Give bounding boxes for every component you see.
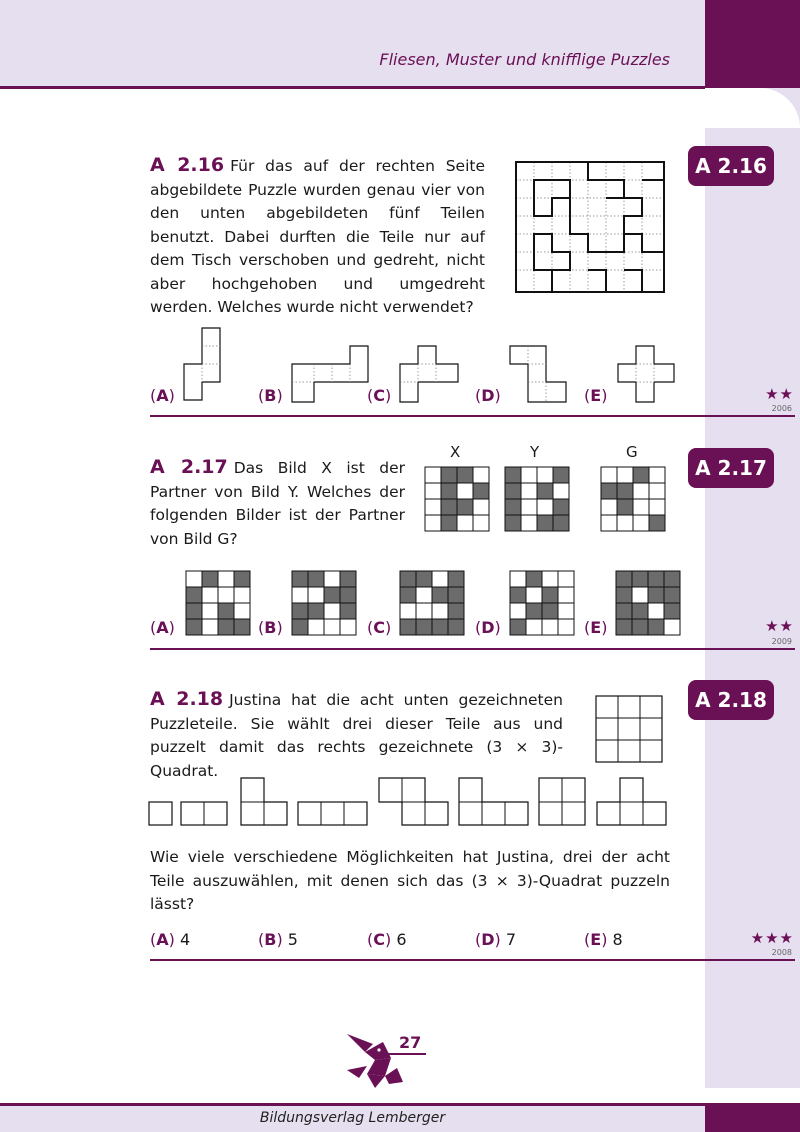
grid-cell xyxy=(505,515,521,531)
grid-cell xyxy=(473,467,489,483)
grid-cell xyxy=(648,587,664,603)
grid-cell xyxy=(664,619,680,635)
grid-cell xyxy=(616,619,632,635)
grid-cell xyxy=(416,571,432,587)
grid-cell xyxy=(617,515,633,531)
option-c[interactable]: (C) 6 xyxy=(367,930,407,949)
top-band xyxy=(0,0,705,86)
grid-cell xyxy=(558,571,574,587)
grid-cell xyxy=(340,619,356,635)
grid-cell xyxy=(432,587,448,603)
option-c[interactable]: (C) xyxy=(367,386,392,405)
answer-grid-e xyxy=(615,570,681,636)
task-body: Das Bild X ist der Partner von Bild Y. Welches der folgenden Bilder ist der Partner von Bild G? xyxy=(150,459,405,548)
option-b[interactable]: (B) xyxy=(258,386,283,405)
option-a[interactable]: (A) xyxy=(150,386,175,405)
option-value: 6 xyxy=(396,930,407,949)
grid-cell xyxy=(510,603,526,619)
task-text-a217 xyxy=(150,456,405,551)
task-body: Justina hat die acht unten gezeichneten Puzzleteile. Sie wählt drei dieser Teile aus und puzzelt damit das rechts gezeichnete (3 × 3)-Quadrat. xyxy=(150,691,563,780)
grid-cell xyxy=(633,467,649,483)
grid-cell xyxy=(648,571,664,587)
grid-cell xyxy=(617,467,633,483)
grid-cell xyxy=(542,587,558,603)
grid-cell xyxy=(441,483,457,499)
grid-cell xyxy=(510,571,526,587)
grid-cell xyxy=(425,515,441,531)
grid-cell xyxy=(202,571,218,587)
grid-cell xyxy=(601,467,617,483)
grid-cell xyxy=(400,603,416,619)
grid-cell xyxy=(617,499,633,515)
question-a218: Wie viele verschiedene Möglichkeiten hat Justina, drei der acht Teile auszuwählen, mit denen sich das (3 × 3)-Quadrat puzzeln lässt? xyxy=(150,848,670,913)
grid-cell xyxy=(234,587,250,603)
year-label: 2009 xyxy=(771,637,792,646)
grid-cell xyxy=(416,603,432,619)
grid-cell xyxy=(218,587,234,603)
task-number: A 2.16 xyxy=(150,154,225,176)
grid-cell xyxy=(537,515,553,531)
option-a[interactable]: (A) xyxy=(150,618,175,637)
grid-cell xyxy=(448,571,464,587)
grid-cell xyxy=(292,603,308,619)
grid-cell xyxy=(664,587,680,603)
task-tab-a218: A 2.18 xyxy=(688,680,774,720)
grid-cell xyxy=(521,467,537,483)
grid-cell xyxy=(186,587,202,603)
grid-cell xyxy=(633,515,649,531)
puzzle-figure xyxy=(512,158,668,298)
year-label: 2006 xyxy=(771,404,792,413)
grid-cell xyxy=(202,603,218,619)
grid-cell xyxy=(632,587,648,603)
grid-cell xyxy=(448,587,464,603)
grid-cell xyxy=(537,499,553,515)
grid-cell xyxy=(400,619,416,635)
grid-cell xyxy=(308,587,324,603)
puzzle-pieces-row xyxy=(148,776,670,828)
option-b[interactable]: (B) xyxy=(258,618,283,637)
option-d[interactable]: (D) xyxy=(475,618,501,637)
option-e[interactable]: (E) xyxy=(584,618,608,637)
grid-cell xyxy=(432,619,448,635)
grid-cell xyxy=(457,499,473,515)
grid-cell xyxy=(416,587,432,603)
grid-cell xyxy=(521,499,537,515)
publisher-name: Bildungsverlag Lemberger xyxy=(259,1110,446,1126)
grid-cell xyxy=(340,571,356,587)
option-e[interactable]: (E) 8 xyxy=(584,930,623,949)
grid-label-g: G xyxy=(626,443,638,461)
grid-cell xyxy=(448,619,464,635)
grid-cell xyxy=(400,571,416,587)
grid-cell xyxy=(553,483,569,499)
grid-cell xyxy=(505,467,521,483)
grid-cell xyxy=(324,619,340,635)
difficulty-stars: ★★ xyxy=(765,617,794,635)
grid-cell xyxy=(186,603,202,619)
top-rule xyxy=(0,86,705,89)
grid-cell xyxy=(537,483,553,499)
grid-cell xyxy=(457,483,473,499)
separator xyxy=(150,415,795,417)
grid-cell xyxy=(308,603,324,619)
answer-grid-c xyxy=(399,570,465,636)
option-value: 4 xyxy=(179,930,191,949)
grid-cell xyxy=(649,515,665,531)
option-value: 5 xyxy=(287,930,298,949)
task-text-a216 xyxy=(150,154,485,320)
grid-cell xyxy=(473,483,489,499)
grid-cell xyxy=(218,571,234,587)
grid-cell xyxy=(292,619,308,635)
option-value: 8 xyxy=(612,930,623,949)
grid-cell xyxy=(292,571,308,587)
grid-cell xyxy=(601,515,617,531)
grid-y xyxy=(504,466,570,532)
grid-cell xyxy=(526,587,542,603)
grid-cell xyxy=(542,603,558,619)
grid-cell xyxy=(457,467,473,483)
grid-cell xyxy=(553,467,569,483)
grid-cell xyxy=(632,571,648,587)
grid-label-y: Y xyxy=(530,443,540,461)
grid-cell xyxy=(617,483,633,499)
task-text-a218 xyxy=(150,688,563,783)
corner-block-bottom xyxy=(705,1103,800,1132)
grid-cell xyxy=(416,619,432,635)
grid-cell xyxy=(186,619,202,635)
grid-cell xyxy=(649,483,665,499)
grid-cell xyxy=(633,499,649,515)
grid-cell xyxy=(340,587,356,603)
option-value: 7 xyxy=(505,930,517,949)
grid-cell xyxy=(542,571,558,587)
grid-cell xyxy=(510,587,526,603)
grid-cell xyxy=(521,483,537,499)
grid-cell xyxy=(340,603,356,619)
grid-cell xyxy=(601,483,617,499)
grid-g xyxy=(600,466,666,532)
grid-cell xyxy=(632,619,648,635)
grid-cell xyxy=(616,603,632,619)
grid-cell xyxy=(186,571,202,587)
grid-cell xyxy=(292,587,308,603)
separator xyxy=(150,959,795,961)
grid-cell xyxy=(441,499,457,515)
grid-cell xyxy=(425,499,441,515)
grid-cell xyxy=(633,483,649,499)
grid-cell xyxy=(457,515,473,531)
grid-cell xyxy=(441,467,457,483)
answer-grid-b xyxy=(291,570,357,636)
answer-grid-a xyxy=(185,570,251,636)
grid-cell xyxy=(324,571,340,587)
piece-c xyxy=(396,344,462,406)
grid-cell xyxy=(537,467,553,483)
grid-cell xyxy=(601,499,617,515)
grid-cell xyxy=(308,619,324,635)
grid-cell xyxy=(649,467,665,483)
piece-a xyxy=(180,326,228,406)
task-number: A 2.18 xyxy=(150,688,224,710)
grid-cell xyxy=(441,515,457,531)
grid-cell xyxy=(526,571,542,587)
grid-cell xyxy=(234,603,250,619)
grid-cell xyxy=(648,603,664,619)
grid-cell xyxy=(649,499,665,515)
grid-cell xyxy=(202,587,218,603)
grid-cell xyxy=(616,571,632,587)
grid-cell xyxy=(521,515,537,531)
grid-cell xyxy=(218,619,234,635)
task-tab-a217: A 2.17 xyxy=(688,448,774,488)
grid-cell xyxy=(558,619,574,635)
grid-cell xyxy=(632,603,648,619)
grid-cell xyxy=(400,587,416,603)
grid-x xyxy=(424,466,490,532)
grid-cell xyxy=(448,603,464,619)
piece-b xyxy=(288,344,372,406)
option-e[interactable]: (E) xyxy=(584,386,608,405)
grid-cell xyxy=(553,515,569,531)
grid-cell xyxy=(218,603,234,619)
grid-cell xyxy=(505,499,521,515)
grid-cell xyxy=(664,603,680,619)
grid-cell xyxy=(324,587,340,603)
target-square xyxy=(594,694,666,766)
grid-cell xyxy=(526,619,542,635)
piece-e xyxy=(614,344,678,406)
grid-cell xyxy=(234,619,250,635)
grid-cell xyxy=(425,483,441,499)
grid-label-x: X xyxy=(450,443,461,461)
grid-cell xyxy=(526,603,542,619)
grid-cell xyxy=(473,515,489,531)
corner-block-top xyxy=(705,0,800,88)
grid-cell xyxy=(505,483,521,499)
page-number: 27 xyxy=(399,1033,422,1052)
year-label: 2008 xyxy=(771,948,792,957)
option-d[interactable]: (D) xyxy=(475,386,501,405)
grid-cell xyxy=(432,603,448,619)
grid-cell xyxy=(616,587,632,603)
task-number: A 2.17 xyxy=(150,456,228,478)
running-head: Fliesen, Muster und knifflige Puzzles xyxy=(379,50,670,69)
task-tab-a216: A 2.16 xyxy=(688,146,774,186)
grid-cell xyxy=(324,603,340,619)
option-a[interactable]: (A) 4 xyxy=(150,930,191,949)
grid-cell xyxy=(558,603,574,619)
grid-cell xyxy=(542,619,558,635)
grid-cell xyxy=(234,571,250,587)
grid-cell xyxy=(664,571,680,587)
page-number-rule xyxy=(372,1053,426,1055)
task-body: Für das auf der rechten Seite abgebildete Puzzle wurden genau vier von den unten abgebildeten fünf Teilen benutzt. Dabei durften die Teile nur auf dem Tisch verschoben und gedreht, nicht aber hochgehoben und umgedreht werden. Welches wurde nicht verwendet? xyxy=(150,157,486,316)
difficulty-stars: ★★ xyxy=(765,385,794,403)
option-c[interactable]: (C) xyxy=(367,618,392,637)
option-d[interactable]: (D) 7 xyxy=(475,930,517,949)
answer-grid-d xyxy=(509,570,575,636)
grid-cell xyxy=(425,467,441,483)
difficulty-stars: ★★★ xyxy=(750,929,794,947)
grid-cell xyxy=(558,587,574,603)
option-b[interactable]: (B) 5 xyxy=(258,930,298,949)
grid-cell xyxy=(648,619,664,635)
grid-cell xyxy=(473,499,489,515)
piece-d xyxy=(508,344,570,406)
grid-cell xyxy=(510,619,526,635)
grid-cell xyxy=(308,571,324,587)
grid-cell xyxy=(202,619,218,635)
separator xyxy=(150,648,795,650)
grid-cell xyxy=(432,571,448,587)
grid-cell xyxy=(553,499,569,515)
